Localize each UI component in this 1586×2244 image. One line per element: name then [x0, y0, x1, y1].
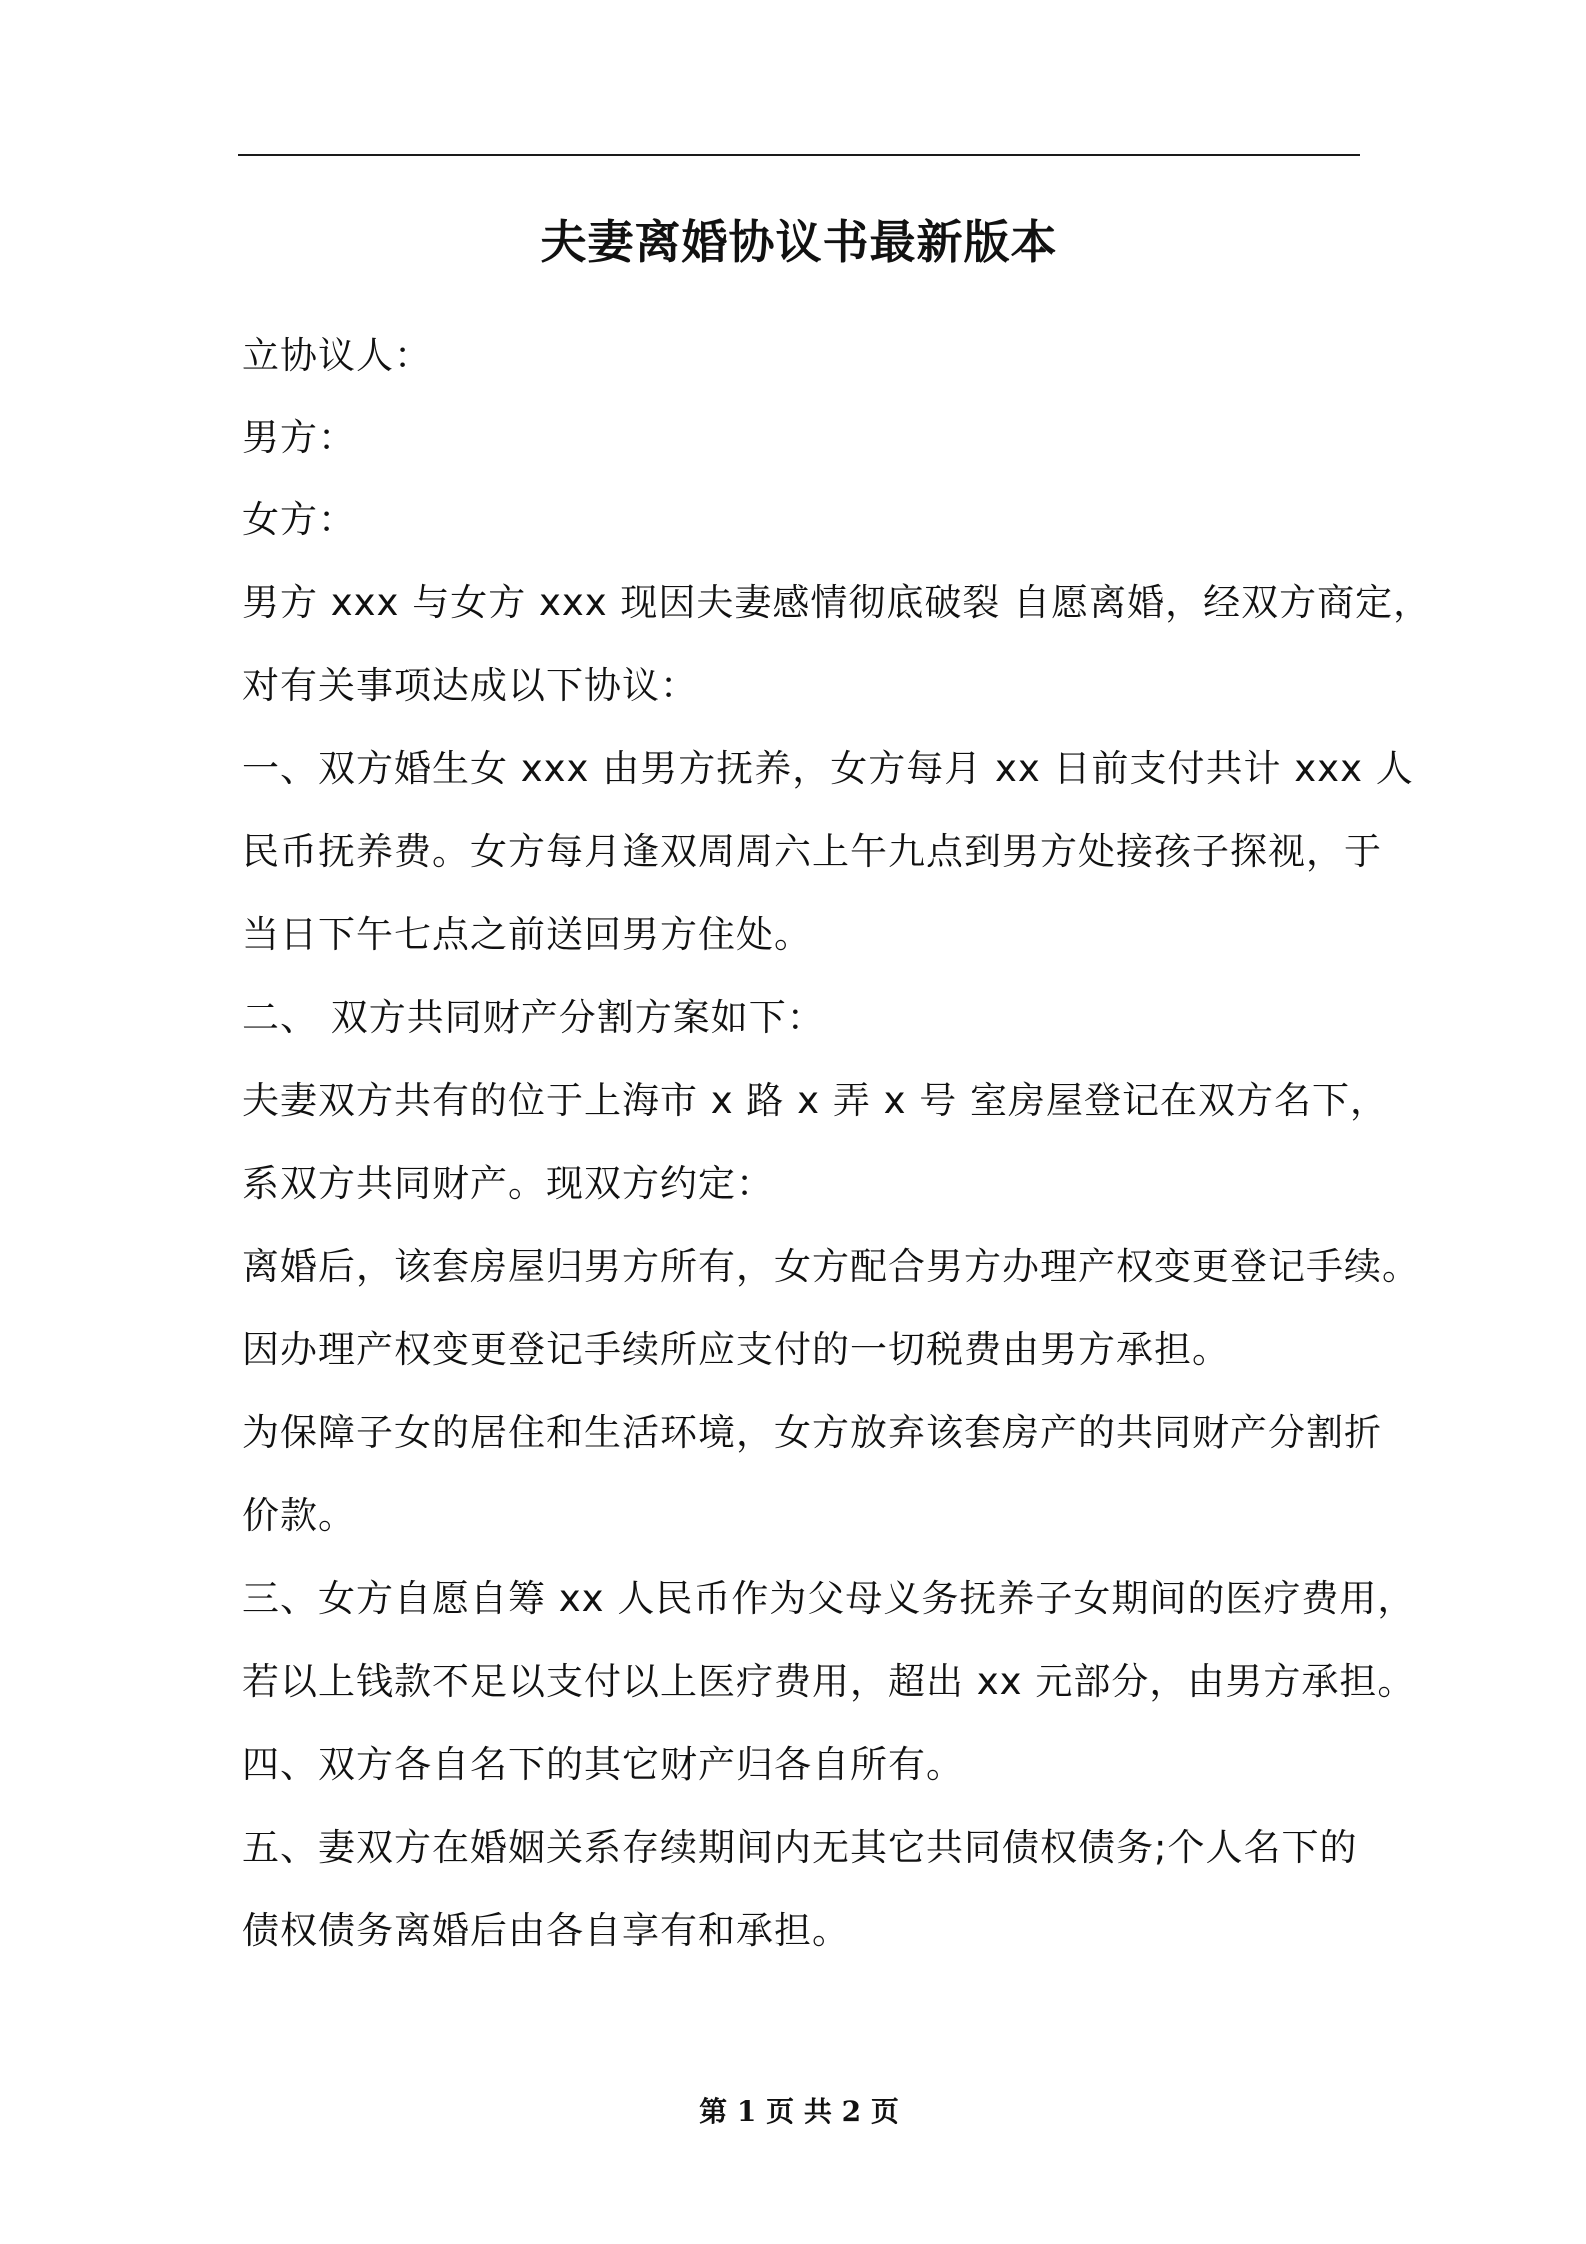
body-line: 为保障子女的居住和生活环境，女方放弃该套房产的共同财产分割折 — [242, 1411, 1382, 1454]
body-line: 价款。 — [242, 1494, 356, 1537]
body-line: 四、双方各自名下的其它财产归各自所有。 — [242, 1743, 964, 1786]
body-line: 三、女方自愿自筹 xx 人民币作为父母义务抚养子女期间的医疗费用， — [242, 1577, 1416, 1620]
body-line: 二、 双方共同财产分割方案如下： — [242, 996, 825, 1039]
body-line: 夫妻双方共有的位于上海市 x 路 x 弄 x 号 室房屋登记在双方名下， — [242, 1079, 1389, 1122]
body-line: 男方 xxx 与女方 xxx 现因夫妻感情彻底破裂 自愿离婚，经双方商定， — [242, 581, 1432, 624]
header-rule — [238, 154, 1360, 156]
body-line: 若以上钱款不足以支付以上医疗费用，超出 xx 元部分，由男方承担。 — [242, 1660, 1416, 1703]
body-line: 离婚后，该套房屋归男方所有，女方配合男方办理产权变更登记手续。 — [242, 1245, 1420, 1288]
body-line: 女方： — [242, 498, 356, 541]
body-line: 债权债务离婚后由各自享有和承担。 — [242, 1909, 850, 1952]
body-line: 对有关事项达成以下协议： — [242, 664, 698, 707]
document-title: 夫妻离婚协议书最新版本 — [540, 215, 1058, 269]
body-line: 立协议人： — [242, 334, 432, 377]
body-line: 男方： — [242, 416, 356, 459]
page-number-footer: 第 1 页 共 2 页 — [699, 2095, 899, 2128]
body-line: 五、妻双方在婚姻关系存续期间内无其它共同债权债务;个人名下的 — [242, 1826, 1358, 1869]
body-line: 民币抚养费。女方每月逢双周周六上午九点到男方处接孩子探视，于 — [242, 830, 1382, 873]
body-line: 因办理产权变更登记手续所应支付的一切税费由男方承担。 — [242, 1328, 1230, 1371]
body-line: 一、双方婚生女 xxx 由男方抚养，女方每月 xx 日前支付共计 xxx 人 — [242, 747, 1414, 790]
body-line: 当日下午七点之前送回男方住处。 — [242, 913, 812, 956]
body-line: 系双方共同财产。现双方约定： — [242, 1162, 774, 1205]
